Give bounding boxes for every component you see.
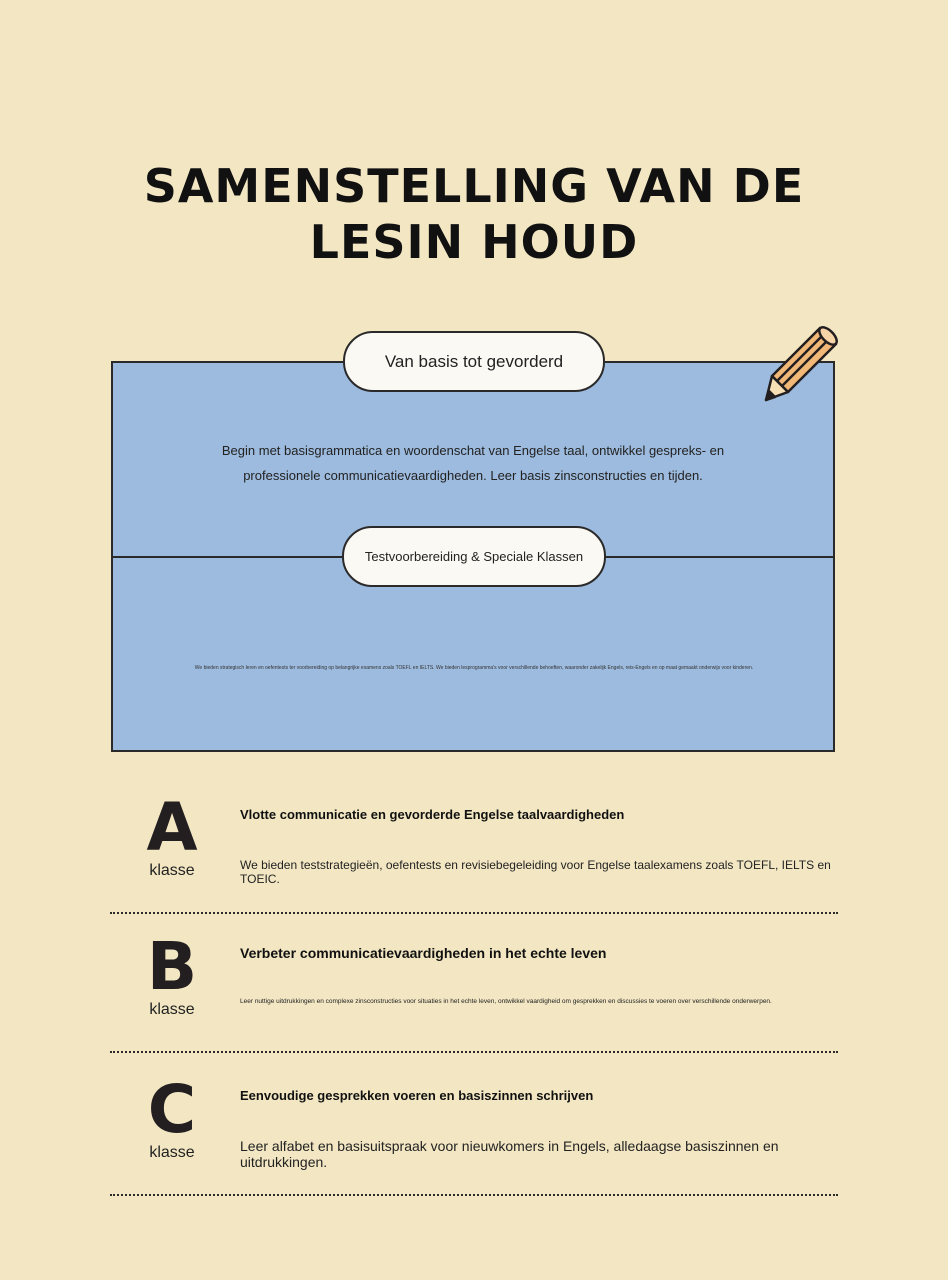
level-description: Begin met basisgrammatica en woordenschat van Engelse taal, ontwikkel gespreks- en professionele communicatievaardigheden. Leer basis zinsconstructies en tijden.	[221, 443, 725, 483]
class-a-heading: Vlotte communicatie en gevorderde Engelse taalvaardigheden	[240, 807, 625, 822]
class-c-text: Leer alfabet en basisuitspraak voor nieuwkomers in Engels, alledaagse basiszinnen en uitdrukkingen.	[240, 1138, 779, 1170]
class-c-label: klasse	[149, 1144, 195, 1161]
test-prep-description: We bieden strategisch leren en oefentests ter voorbereiding op belangrijke examens zoals TOEFL en IELTS. We bieden lesprogramma's voor verschillende behoeften, waaronder zakelijk Engels, reis-Engels en op maat gemaakt onderwijs voor kinderen.	[194, 665, 754, 671]
class-a-label: klasse	[149, 862, 195, 879]
level-pill: Van basis tot gevorderd	[343, 331, 605, 392]
class-c-heading: Eenvoudige gesprekken voeren en basiszinnen schrijven	[240, 1088, 594, 1103]
separator	[110, 1194, 838, 1196]
test-prep-pill: Testvoorbereiding & Speciale Klassen	[342, 526, 606, 587]
page-title: SAMENSTELLING VAN DE LESIN HOUD	[143, 159, 805, 269]
separator	[110, 912, 838, 914]
class-b-text: Leer nuttige uitdrukkingen en complexe zinsconstructies voor situaties in het echte leven, ontwikkel vaardigheid om gesprekken en discussies te voeren over verschillende onderwerpen.	[240, 998, 772, 1005]
class-b-letter: B	[146, 928, 198, 1005]
pencil-icon	[754, 316, 846, 408]
class-b-heading: Verbeter communicatievaardigheden in het echte leven	[240, 945, 607, 961]
class-b-label: klasse	[149, 1001, 195, 1018]
class-a-text: We bieden teststrategieën, oefentests en revisiebegeleiding voor Engelse taalexamens zoals TOEFL, IELTS en TOEIC.	[240, 858, 831, 886]
class-a-letter: A	[146, 789, 198, 866]
separator	[110, 1051, 838, 1053]
class-c-letter: C	[147, 1071, 197, 1148]
